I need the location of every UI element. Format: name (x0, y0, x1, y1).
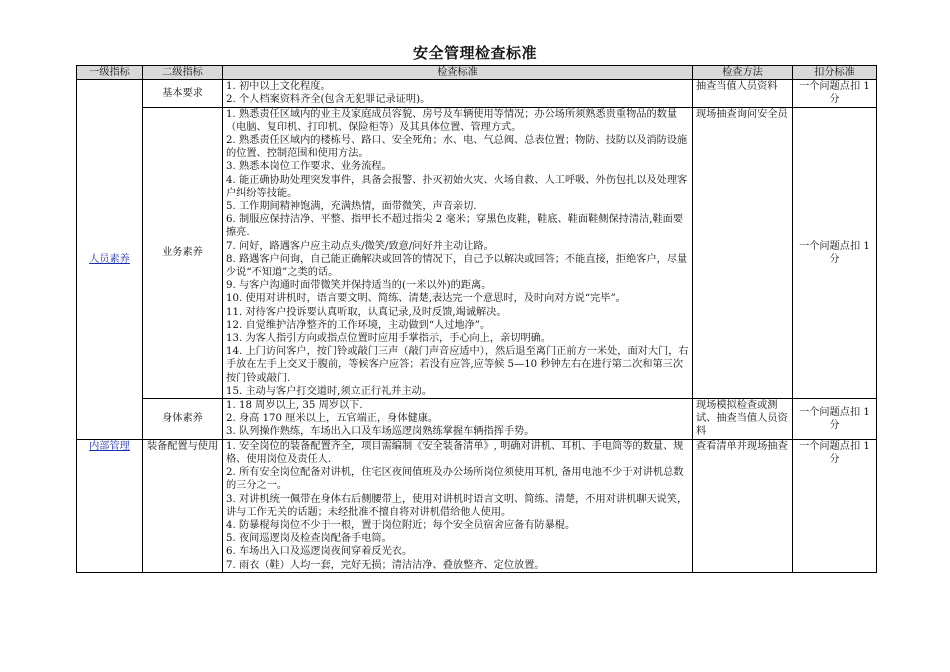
standard-line: 6. 车场出入口及巡逻岗夜间穿着反光衣。 (226, 546, 413, 558)
level1-cell (77, 439, 143, 572)
standard-line: 4. 能正确协助处理突发事件，具备会报警、扑灭初始火灾、火场自救、人工呼吸、外伤包扎以及处理客户纠纷等技能。 (226, 174, 688, 199)
deduct-cell: 一个问题点扣 1 分 (793, 399, 877, 440)
standard-line: 3. 队列操作熟练，车场出入口及车场巡逻岗熟练掌握车辆指挥手势。 (226, 426, 535, 438)
standard-line: 8. 路遇客户问询，自己能正确解决或回答的情况下，自己予以解决或回答；不能直接，拒绝客户，尽量少说“不知道”之类的话。 (226, 253, 688, 279)
standard-line: 7. 雨衣（鞋）人均一套，完好无损；清洁洁净、叠放整齐、定位放置。 (226, 559, 545, 571)
document-title: 安全管理检查标准 (412, 44, 537, 62)
level1-cell (77, 80, 143, 439)
standard-line: 2. 所有安全岗位配备对讲机，住宅区夜间值班及办公场所岗位须使用耳机, 备用电池不少于对讲机总数的三分之一。 (226, 467, 684, 492)
standard-cell (223, 107, 693, 398)
header-level2: 二级指标 (143, 66, 223, 80)
standard-line: 2. 身高 170 厘米以上，五官端正，身体健康。 (226, 413, 439, 425)
table-header-row (77, 66, 877, 80)
level2-cell: 业务素养 (143, 107, 223, 398)
standard-cell (223, 399, 693, 440)
standard-cell (223, 439, 693, 572)
standard-line: 3. 熟悉本岗位工作要求、业务流程。 (226, 161, 392, 173)
standard-line: 1. 18 周岁以上, 35 周岁以下. (226, 400, 363, 412)
standard-line: 1. 熟悉责任区域内的业主及家庭成员容貌、房号及车辆使用等情况；办公场所须熟悉贵重物品的数量（电脑、复印机、打印机、保险柜等）及其具体位置、管理方式。 (226, 108, 678, 133)
inspection-standards-table (76, 65, 877, 573)
standard-line: 9. 与客户沟通时面带微笑并保持适当的(一米以外)的距离。 (226, 280, 492, 292)
standard-line: 2. 熟悉责任区域内的楼栋号、路口、安全死角；水、电、气总阀、总表位置；物防、技防以及消防设施的位置、控制范围和使用方法。 (226, 135, 688, 160)
deduct-cell: 一个问题点扣 1 分 (793, 80, 877, 107)
standard-line: 10. 使用对讲机时，语言要文明、简练、清楚,表达完一个意思时，及时向对方说“完毕”。 (226, 293, 626, 305)
standard-line: 15. 主动与客户打交道时,须立正行礼并主动。 (226, 385, 433, 397)
standard-line: 14. 上门访问客户，按门铃或敲门三声（敲门声音应适中），然后退至离门正前方一米处，面对大门，右手放在左手上交叉于腹前，等候客户应答；若没有应答,应等候 5—10 秒钟左右在进行第二次和第三次按门铃或敲门. (226, 346, 689, 384)
standard-line: 6. 制服应保持洁净、平整、指甲长不超过指尖 2 毫米；穿黑色皮鞋，鞋底、鞋面鞋侧保持清洁,鞋面要擦亮. (226, 214, 684, 239)
standard-line: 3. 对讲机统一佩带在身体右后侧腰带上，使用对讲机时语言文明、简练、清楚，不用对讲机聊天说笑，讲与工作无关的话题；未经批准不擅自将对讲机借给他人使用。 (226, 493, 688, 518)
standard-line: 12. 自觉维护洁净整齐的工作环境，主动做到“人过地净”。 (226, 319, 491, 331)
header-method: 检查方法 (693, 66, 793, 80)
standard-line: 7. 问好，路遇客户应主动点头/微笑/致意/问好并主动让路。 (226, 240, 494, 252)
deduct-cell: 一个问题点扣 1 分 (793, 439, 877, 572)
method-cell: 现场模拟检查或测试、抽查当值人员资料 (693, 399, 793, 440)
standard-line: 2. 个人档案资料齐全(包含无犯罪记录证明)。 (226, 94, 431, 106)
standard-cell (223, 80, 693, 107)
table-row (77, 107, 877, 398)
table-row (77, 399, 877, 440)
table-row (77, 80, 877, 107)
standard-line: 1. 初中以上文化程度。 (226, 81, 331, 93)
standard-line: 5. 夜间巡逻岗及检查岗配备手电筒。 (226, 533, 392, 545)
table-row (77, 439, 877, 572)
standard-line: 5. 工作期间精神饱满，充满热情，面带微笑，声音亲切. (226, 201, 477, 213)
level2-cell: 身体素养 (143, 399, 223, 440)
level2-cell: 基本要求 (143, 80, 223, 107)
standard-line: 13. 为客人指引方向或指点位置时应用手掌指示，手心向上，亲切明确。 (226, 333, 552, 345)
deduct-cell: 一个问题点扣 1 分 (793, 107, 877, 398)
standard-line: 1. 安全岗位的装备配置齐全，项目需编制《安全装备清单》, 明确对讲机、耳机、手电筒等的数量、规格、使用岗位及责任人. (226, 440, 684, 465)
header-standard: 检查标准 (223, 66, 693, 80)
method-cell: 现场抽查询问安全员 (693, 107, 793, 398)
level1-link-personnel[interactable]: 人员素养 (89, 253, 130, 265)
method-cell: 抽查当值人员资料 (693, 80, 793, 107)
header-deduct: 扣分标准 (793, 66, 877, 80)
standard-line: 11. 对待客户投诉要认真听取，认真记录,及时反馈,竭诚解决。 (226, 306, 507, 318)
level1-link-internal[interactable]: 内部管理 (89, 440, 130, 452)
method-cell: 查看清单并现场抽查 (693, 439, 793, 572)
level2-cell: 装备配置与使用 (143, 439, 223, 572)
standard-line: 4. 防暴棍每岗位不少于一根，置于岗位附近；每个安全员宿舍应备有防暴棍。 (226, 519, 576, 531)
header-level1: 一级指标 (77, 66, 143, 80)
